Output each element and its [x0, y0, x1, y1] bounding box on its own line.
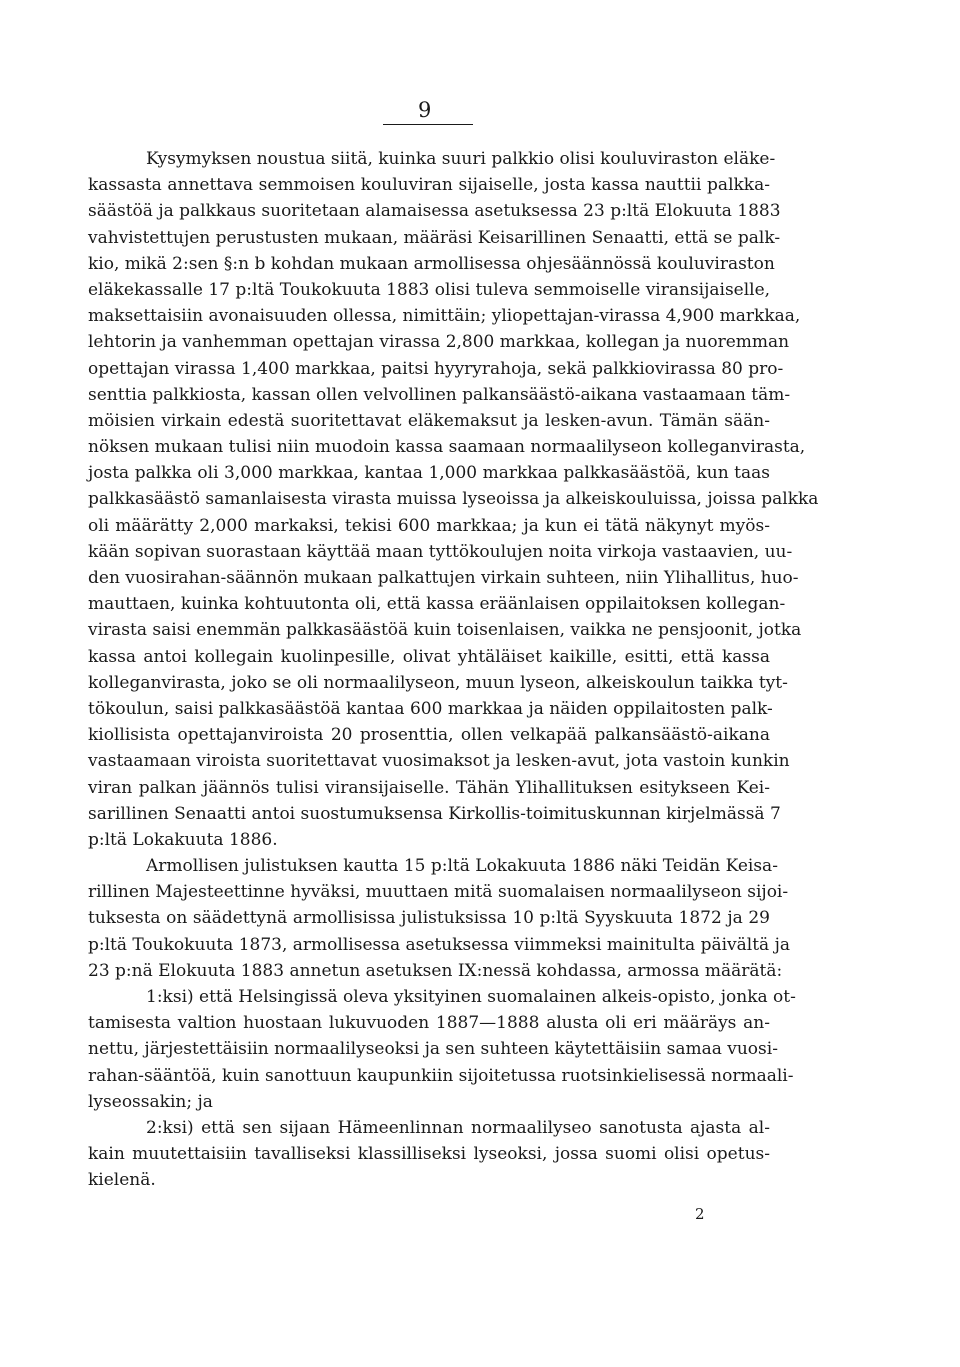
text-line: kassa antoi kollegain kuolinpesille, olivat yhtäläiset kaikille, esitti, että kassa — [88, 646, 770, 667]
text-line: p:ltä Toukokuuta 1873, armollisessa asetuksessa viimmeksi mainitulta päivältä ja — [88, 934, 790, 955]
paragraph — [88, 853, 790, 984]
text-line: nettu, järjestettäisiin normaalilyseoksi ja sen suhteen käytettäisiin samaa vuosi- — [88, 1039, 778, 1060]
text-line: kolleganvirasta, joko se oli normaalilyseon, muun lyseon, alkeiskoulun taikka tyt- — [88, 672, 788, 693]
page-number: 9 — [418, 98, 432, 122]
text-line: tamisesta valtion huostaan lukuvuoden 1887—1888 alusta oli eri määräys an- — [88, 1013, 770, 1034]
text-line: oli määrätty 2,000 markaksi, tekisi 600 markkaa; ja kun ei tätä näkynyt myös- — [88, 515, 770, 536]
text-line: kassasta annettava semmoisen kouluviran sijaiselle, josta kassa nauttii palkka- — [88, 175, 770, 196]
text-line: rahan-sääntöä, kuin sanottuun kaupunkiin sijoitetussa ruotsinkielisessä normaali- — [88, 1065, 794, 1086]
text-line: lyseossakin; ja — [88, 1091, 213, 1112]
text-line: kio, mikä 2:sen §:n b kohdan mukaan armollisessa ohjesäännössä kouluviraston — [88, 253, 775, 274]
text-line: 23 p:nä Elokuuta 1883 annetun asetuksen IX:nessä kohdassa, armossa määrätä: — [88, 960, 783, 981]
text-line: rillinen Majesteettinne hyväksi, muuttaen mitä suomalaisen normaalilyseon sijoi- — [88, 882, 789, 903]
printer-signature-mark: 2 — [695, 1205, 705, 1223]
text-line: kielenä. — [88, 1170, 156, 1191]
text-line: lehtorin ja vanhemman opettajan virassa 2,800 markkaa, kollegan ja nuoremman — [88, 332, 790, 353]
text-line: möisien virkain edestä suoritettavat eläkemaksut ja lesken-avun. Tämän sään- — [88, 410, 770, 431]
text-line: sarillinen Senaatti antoi suostumuksensa Kirkollis-toimituskunnan kirjelmässä 7 — [88, 803, 781, 824]
text-line: tökoulun, saisi palkkasäästöä kantaa 600 markkaa ja näiden oppilaitosten palk- — [88, 698, 773, 719]
text-line: maksettaisiin avonaisuuden ollessa, nimittäin; yliopettajan-virassa 4,900 markkaa, — [88, 306, 801, 327]
text-line: nöksen mukaan tulisi niin muodoin kassa saamaan normaalilyseon kolleganvirasta, — [88, 437, 806, 458]
text-line: 2:ksi) että sen sijaan Hämeenlinnan normaalilyseo sanotusta ajasta al- — [146, 1117, 770, 1138]
text-line: tuksesta on säädettynä armollisissa julistuksissa 10 p:ltä Syyskuuta 1872 ja 29 — [88, 908, 770, 929]
text-line: opettajan virassa 1,400 markkaa, paitsi hyyryrahoja, sekä palkkiovirassa 80 pro- — [88, 358, 784, 379]
body-text — [88, 146, 819, 1194]
text-line: 1:ksi) että Helsingissä oleva yksityinen suomalainen alkeis-opisto, jonka ot- — [146, 987, 796, 1007]
text-line: vastaamaan viroista suoritettavat vuosimaksot ja lesken-avut, jota vastoin kunkin — [88, 751, 790, 772]
paragraph — [88, 146, 819, 853]
text-line: den vuosirahan-säännön mukaan palkattujen virkain suhteen, niin Ylihallitus, huo- — [88, 568, 799, 588]
text-line: Armollisen julistuksen kautta 15 p:ltä Lokakuuta 1886 näki Teidän Keisa- — [146, 856, 778, 877]
text-line: palkkasäästö samanlaisesta virasta muissa lyseoissa ja alkeiskouluissa, joissa palkka — [88, 489, 819, 510]
text-line: eläkekassalle 17 p:ltä Toukokuuta 1883 olisi tuleva semmoiselle viransijaiselle, — [88, 279, 771, 300]
paragraph — [88, 984, 796, 1115]
text-line: kään sopivan suorastaan käyttää maan tyttökoulujen noita virkoja vastaavien, uu- — [88, 541, 793, 562]
text-line: kain muutettaisiin tavalliseksi klassilliseksi lyseoksi, jossa suomi olisi opetus- — [88, 1144, 770, 1165]
text-line: viran palkan jäännös tulisi viransijaiselle. Tähän Ylihallituksen esitykseen Kei- — [88, 777, 770, 798]
text-line: Kysymyksen noustua siitä, kuinka suuri palkkio olisi kouluviraston eläke- — [146, 149, 776, 169]
text-line: kiollisista opettajanviroista 20 prosenttia, ollen velkapää palkansäästö-aikana — [88, 725, 770, 746]
text-line: senttia palkkiosta, kassan ollen velvollinen palkansäästö-aikana vastaamaan täm- — [88, 384, 791, 405]
page-number-rule — [383, 124, 473, 125]
text-line: vahvistettujen perustusten mukaan, määräsi Keisarillinen Senaatti, että se palk- — [88, 227, 781, 248]
paragraph — [88, 1115, 770, 1194]
text-line: josta palkka oli 3,000 markkaa, kantaa 1,000 markkaa palkkasäästöä, kun taas — [88, 463, 770, 484]
text-line: mauttaen, kuinka kohtuutonta oli, että kassa eräänlaisen oppilaitoksen kollegan- — [88, 594, 786, 615]
text-line: säästöä ja palkkaus suoritetaan alamaisessa asetuksessa 23 p:ltä Elokuuta 1883 — [88, 201, 781, 222]
text-line: p:ltä Lokakuuta 1886. — [88, 829, 278, 850]
text-line: virasta saisi enemmän palkkasäästöä kuin toisenlaisen, vaikka ne pensjoonit, jotka — [88, 620, 802, 641]
